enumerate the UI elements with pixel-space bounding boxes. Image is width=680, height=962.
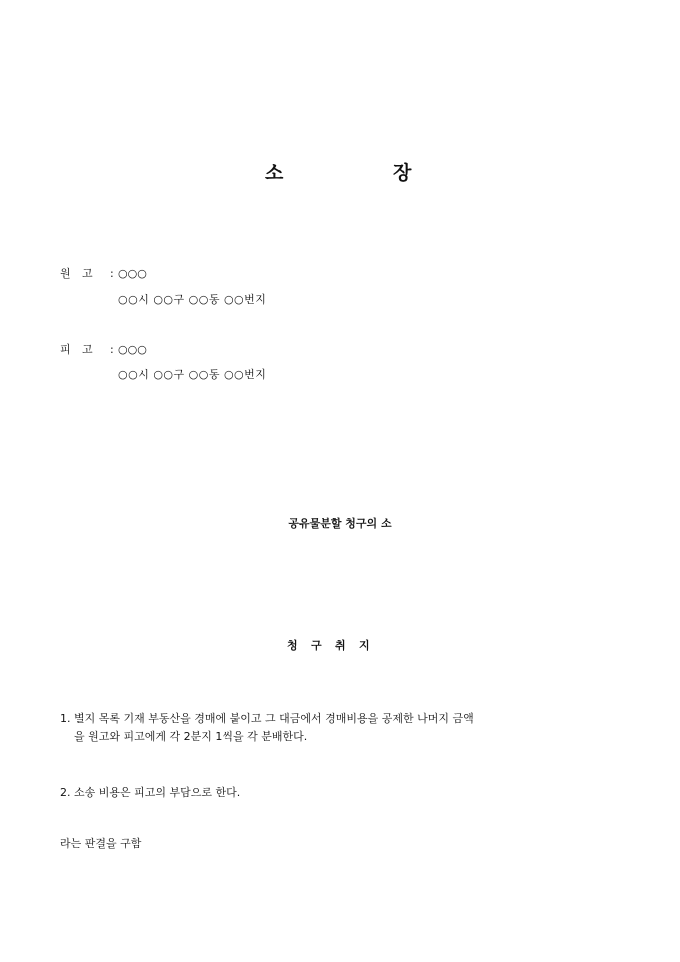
- plaintiff-label: 원 고: [60, 267, 93, 280]
- claim-item-1-line-2: 을 원고와 피고에게 각 2분지 1씩을 각 분배한다.: [74, 730, 308, 743]
- plaintiff-row: 원 고 : ○○○: [60, 267, 147, 280]
- closing-text: 라는 판결을 구함: [60, 837, 142, 850]
- claim-heading: 청 구 취 지: [287, 639, 370, 652]
- claim-item-2: 2. 소송 비용은 피고의 부담으로 한다.: [60, 786, 241, 799]
- case-title: 공유물분할 청구의 소: [288, 517, 392, 530]
- title-char-jang: 장: [393, 162, 412, 184]
- plaintiff-name: ○○○: [118, 267, 147, 280]
- claim-item-1: [60, 710, 630, 746]
- title-char-so: 소: [265, 162, 284, 184]
- plaintiff-address: ○○시 ○○구 ○○동 ○○번지: [118, 293, 267, 306]
- defendant-address: ○○시 ○○구 ○○동 ○○번지: [118, 368, 267, 381]
- document-title: [0, 158, 680, 184]
- defendant-row: 피 고 : ○○○: [60, 343, 147, 356]
- defendant-name: ○○○: [118, 343, 147, 356]
- defendant-label: 피 고: [60, 343, 93, 356]
- claim-item-1-line-1: 1. 별지 목록 기재 부동산을 경매에 붙이고 그 대금에서 경매비용을 공제한 나머지 금액: [60, 712, 474, 725]
